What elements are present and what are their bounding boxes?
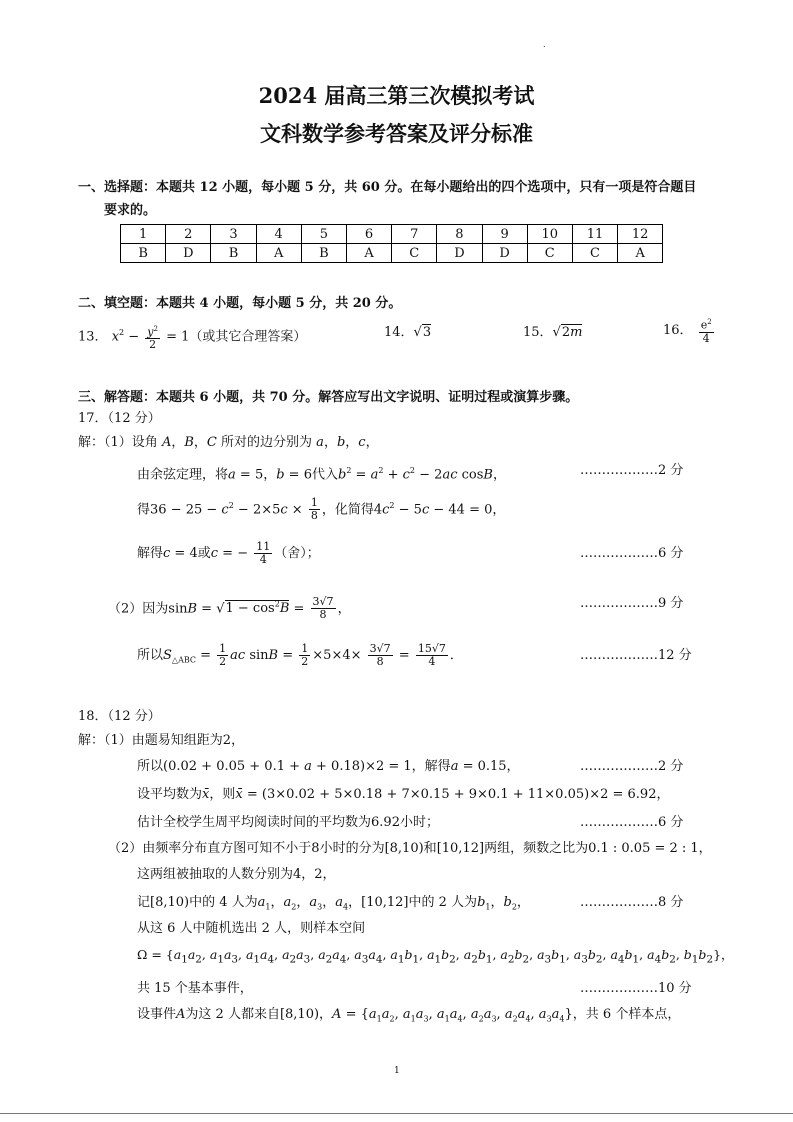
score-mark: ………………10 分 xyxy=(580,981,692,996)
table-cell: 10 xyxy=(527,225,572,244)
q18-event-a: 设事件A为这 2 人都来自[8,10)，$A = \{a_1a_2$, $a_1a_3$, $a_1a_4$, $a_2a_3$, $a_2a_4$, $a_3a_4$}，共 6 个样本点， xyxy=(137,1007,681,1024)
answer-13: 13． $x^2$ − $\frac{y^2}{2}$ = 1（或其它合理答案） xyxy=(78,324,307,352)
table-cell: B xyxy=(301,244,346,263)
q17-part2-sin: （2）因为$\sin B = √1 - \cos^2B$ = $\frac{3√7}{8}$ ， xyxy=(108,595,351,622)
table-cell: 7 xyxy=(392,225,437,244)
score-mark: ………………2 分 xyxy=(580,759,684,774)
q17-solution: 解得c = 4或c = − $\frac{11}{4}$ （舍）； xyxy=(137,540,320,566)
table-cell: 4 xyxy=(256,225,301,244)
score-mark: ………………6 分 xyxy=(580,546,684,561)
q18-estimate: 估计全校学生周平均阅读时间的平均数为6.92小时； xyxy=(137,815,439,830)
table-cell: C xyxy=(392,244,437,263)
q17-area: 所以$S_{\triangle ABC}$ = $\frac{1}{2}$ ac sinB = $\frac{1}{2}$ ×5×4× $\frac{3√7}{8}$ = $\frac{15√7}{4}$ ． xyxy=(137,642,463,668)
page-subtitle: 文科数学参考答案及评分标准 xyxy=(260,121,533,146)
q18-part2-groups: （2）由频率分布直方图可知不小于8小时的分为[8,10)和[10,12]两组，频数之比为0.1 : 0.05 = 2 : 1， xyxy=(108,841,712,856)
answer-table-answers xyxy=(121,244,663,263)
table-cell: 11 xyxy=(572,225,617,244)
section1-heading: 一、选择题：本题共 12 小题，每小题 5 分，共 60 分。在每小题给出的四个选项中，只有一项是符合题目 xyxy=(78,180,697,195)
table-cell: 6 xyxy=(346,225,391,244)
section1-heading-cont: 要求的。 xyxy=(104,203,157,218)
table-cell: A xyxy=(618,244,663,263)
q17-law-of-cosines: 由余弦定理，将a = 5，b = 6代入$b^2 = a^2 + c^2 - 2ac$ cosB， xyxy=(137,466,506,483)
table-cell: A xyxy=(346,244,391,263)
table-cell: D xyxy=(482,244,527,263)
scan-dot: . xyxy=(543,40,546,49)
q17-part1-intro: 解：（1）设角 A，B，C 所对的边分别为 a，b，c， xyxy=(78,435,379,450)
page-title: 2024 届高三第三次模拟考试 xyxy=(258,83,535,108)
answer-15: 15．√2m xyxy=(523,325,583,340)
answer-table xyxy=(120,224,663,263)
table-cell: D xyxy=(166,244,211,263)
q18-mean: 设平均数为x̄，则x̄ = (3×0.02 + 5×0.18 + 7×0.15 + 9×0.1 + 11×0.05)×2 = 6.92， xyxy=(137,787,670,802)
score-mark: ………………12 分 xyxy=(580,648,692,663)
table-cell: 9 xyxy=(482,225,527,244)
table-cell: 5 xyxy=(301,225,346,244)
q18-frequency-sum: 所以(0.02 + 0.05 + 0.1 + a + 0.18)×2 = 1，解得a = 0.15， xyxy=(137,759,520,774)
score-mark: ………………9 分 xyxy=(580,596,684,611)
q18-part1-intro: 解：（1）由题易知组距为2， xyxy=(78,733,245,748)
table-cell: A xyxy=(256,244,301,263)
table-cell: 1 xyxy=(121,225,166,244)
page-number: 1 xyxy=(394,1066,400,1076)
table-cell: D xyxy=(437,244,482,263)
table-cell: C xyxy=(572,244,617,263)
section2-heading: 二、填空题：本题共 4 小题，每小题 5 分，共 20 分。 xyxy=(78,296,402,311)
table-cell: 12 xyxy=(618,225,663,244)
table-cell: B xyxy=(121,244,166,263)
table-cell: B xyxy=(211,244,256,263)
q17-equation: 得$36 - 25 - c^2 - 2\times 5c$ × $\frac{1}{8}$ ，化简得$4c^2 - 5c - 44 = 0$， xyxy=(137,496,506,523)
q18-label: 18．（12 分） xyxy=(78,709,161,724)
answer-16: 16． $\frac{e^2}{4}$ xyxy=(663,318,712,345)
q18-sample-space: $\Omega = \{a_1a_2$, $a_1a_3$, $a_1a_4$, $a_2a_3$, $a_2a_4$, $a_3a_4$, $a_1b_1$, $a_1b_2$, $a_2b_1$, $a_2b_2$, $a_3b_1$, $a_3b_2$, $a_4b_1$, $a_4b_2$, $b_1b_2$}， xyxy=(137,947,734,966)
answer-table-numbers xyxy=(121,225,663,244)
table-cell: 2 xyxy=(166,225,211,244)
q18-sample-space-intro: 从这 6 人中随机选出 2 人，则样本空间 xyxy=(137,921,366,936)
table-cell: 3 xyxy=(211,225,256,244)
score-mark: ………………8 分 xyxy=(580,895,684,910)
q17-label: 17．（12 分） xyxy=(78,411,161,426)
answer-14: 14．√3 xyxy=(384,325,432,340)
score-mark: ………………2 分 xyxy=(580,463,684,478)
score-mark: ………………6 分 xyxy=(580,815,684,830)
q18-sample-counts: 这两组被抽取的人数分别为4，2， xyxy=(137,867,336,882)
table-cell: 8 xyxy=(437,225,482,244)
section3-heading: 三、解答题：本题共 6 小题，共 70 分。解答应写出文字说明、证明过程或演算步骤。 xyxy=(78,390,579,405)
q18-event-count: 共 15 个基本事件， xyxy=(137,981,253,996)
footer-divider xyxy=(0,1113,793,1114)
q18-labels: 记[8,10)中的 4 人为$a_1$，$a_2$，$a_3$，$a_4$，[10,12]中的 2 人为$b_1$，$b_2$， xyxy=(137,895,530,912)
table-cell: C xyxy=(527,244,572,263)
